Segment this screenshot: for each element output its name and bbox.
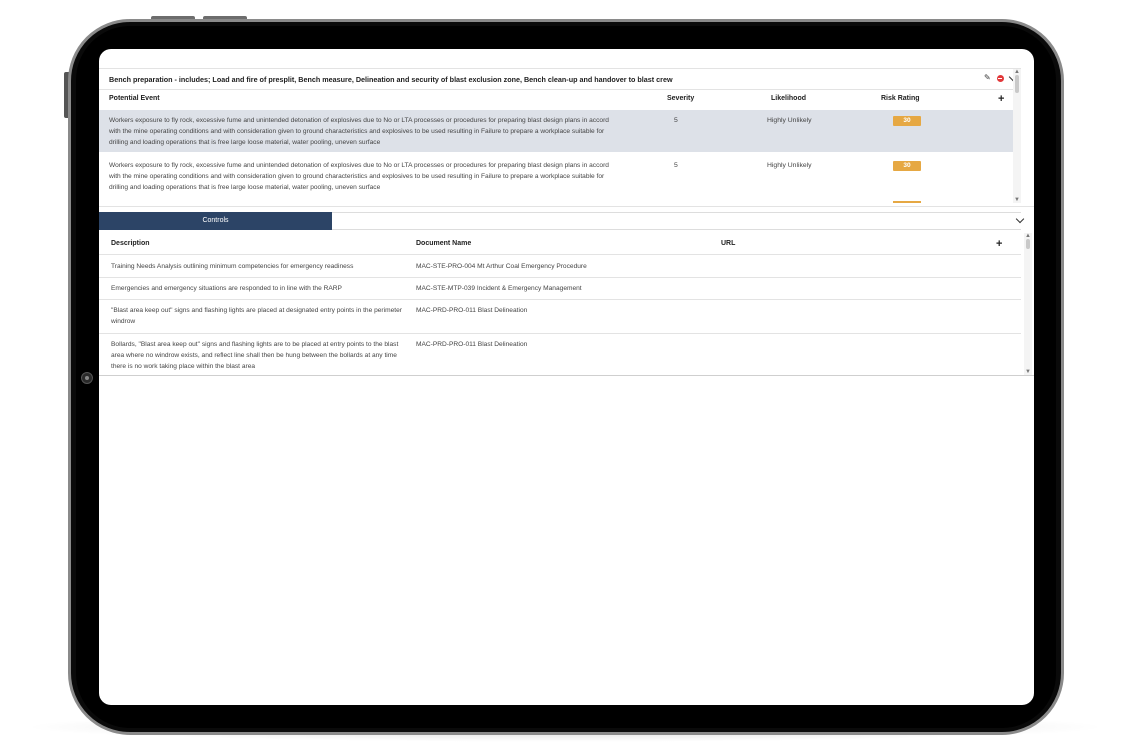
divider	[99, 333, 1021, 334]
control-document: MAC-PRD-PRO-011 Blast Delineation	[416, 307, 528, 314]
control-description: Bollards, "Blast area keep out" signs and flashing lights are to be placed at entry points to the blast area where no windrow exists, and reflect line shall then be hung between the bollards at any time there is no work taking place within the blast area	[111, 341, 399, 370]
col-potential-event: Potential Event	[109, 95, 160, 102]
minus-circle-icon[interactable]	[997, 75, 1004, 82]
event-text: Workers exposure to fly rock, excessive fume and unintended detonation of explosives due to No or LTA processes or procedures for preparing blast design plans in accord with the mine operating conditions and with consideration given to ground characteristics and explosives to be used resulting in Failure to prepare a workplace suitable for drilling and loading operations that is free large loose material, water pooling, uneven surface	[109, 117, 609, 146]
risk-title: Bench preparation - includes; Load and fire of presplit, Bench measure, Delineation and security of blast exclusion zone, Bench clean-up and handover to blast crew	[109, 75, 673, 84]
event-row[interactable]	[99, 110, 1021, 152]
risk-rating-badge-partial	[893, 201, 921, 203]
scroll-up-icon[interactable]: ▲	[1014, 69, 1020, 75]
add-control-plus-icon[interactable]: +	[996, 238, 1003, 250]
divider	[99, 206, 1034, 207]
control-document: MAC-STE-PRO-004 Mt Arthur Coal Emergency Procedure	[416, 263, 587, 270]
risk-rating-badge: 30	[893, 161, 921, 171]
divider	[99, 68, 1021, 69]
scroll-down-icon[interactable]: ▼	[1014, 197, 1020, 203]
col-description: Description	[111, 240, 150, 247]
col-likelihood: Likelihood	[771, 95, 806, 102]
add-event-plus-icon[interactable]: +	[998, 93, 1005, 105]
control-description: Emergencies and emergency situations are responded to in line with the RARP	[111, 285, 342, 292]
camera-icon	[81, 372, 93, 384]
scroll-down-icon[interactable]: ▼	[1025, 369, 1031, 375]
event-likelihood: Highly Unlikely	[767, 117, 812, 124]
risk-rating-badge: 30	[893, 116, 921, 126]
scroll-thumb[interactable]	[1026, 239, 1030, 249]
control-description: "Blast area keep out" signs and flashing lights are placed at designated entry points in the perimeter windrow	[111, 307, 402, 325]
col-url: URL	[721, 240, 736, 247]
divider	[99, 277, 1021, 278]
pencil-icon[interactable]: ✎	[984, 73, 991, 82]
scroll-thumb[interactable]	[1015, 75, 1019, 93]
controls-scrollbar[interactable]	[1024, 233, 1032, 375]
divider	[99, 375, 1034, 376]
tablet-screen	[99, 49, 1034, 705]
event-row[interactable]	[99, 154, 1021, 200]
col-severity: Severity	[667, 95, 695, 102]
control-description: Training Needs Analysis outlining minimum competencies for emergency readiness	[111, 263, 354, 270]
event-text: Workers exposure to fly rock, excessive fume and unintended detonation of explosives due to No or LTA processes or procedures for preparing blast design plans in accord with the mine operating conditions and with consideration given to ground characteristics and explosives to be used resulting in Failure to prepare a workplace suitable for drilling and loading operations that is free large loose material, water pooling, uneven surface	[109, 162, 609, 191]
risk-panel	[99, 49, 1023, 207]
event-likelihood: Highly Unlikely	[767, 162, 812, 169]
divider	[99, 254, 1021, 255]
tab-bar	[332, 212, 1021, 230]
risk-actions	[984, 73, 1016, 83]
control-document: MAC-PRD-PRO-011 Blast Delineation	[416, 341, 528, 348]
control-document: MAC-STE-MTP-039 Incident & Emergency Management	[416, 285, 582, 292]
divider	[99, 89, 1021, 90]
risk-scrollbar[interactable]	[1013, 69, 1021, 203]
event-severity: 5	[674, 117, 678, 124]
event-severity: 5	[674, 162, 678, 169]
scroll-up-icon[interactable]: ▲	[1025, 233, 1031, 239]
col-risk-rating: Risk Rating	[881, 95, 920, 102]
col-document-name: Document Name	[416, 240, 472, 247]
divider	[99, 299, 1021, 300]
tab-controls[interactable]: Controls	[99, 212, 332, 230]
